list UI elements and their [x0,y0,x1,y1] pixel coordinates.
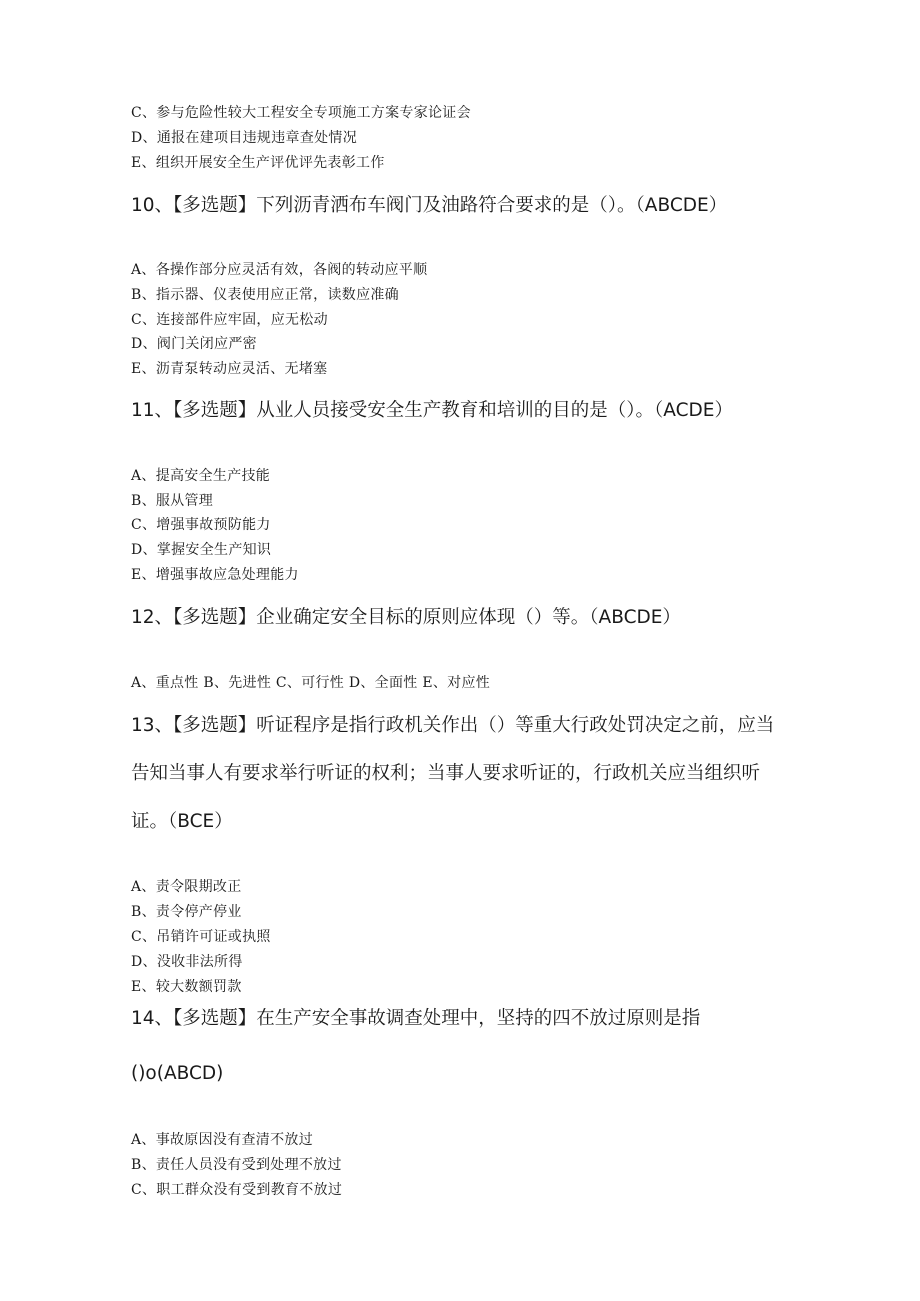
option-line: A、提高安全生产技能 [131,468,271,484]
option-line: B、责令停产停业 [131,904,242,920]
option-line: E、沥青泵转动应灵活、无堵塞 [131,361,328,377]
question-title-continued: ()o(ABCD) [131,1063,224,1084]
question-title: 13、【多选题】听证程序是指行政机关作出（）等重大行政处罚决定之前，应当 [131,715,775,736]
option-line: A、责令限期改正 [131,879,242,895]
question-title: 14、【多选题】在生产安全事故调查处理中，坚持的四不放过原则是指 [131,1008,701,1029]
option-line: D、通报在建项目违规违章查处情况 [131,130,358,146]
option-line: C、吊销许可证或执照 [131,929,271,945]
question-title: 10、【多选题】下列沥青洒布车阀门及油路符合要求的是（）。（ABCDE） [131,195,728,216]
option-line: B、指示器、仪表使用应正常，读数应准确 [131,287,399,303]
option-line: E、组织开展安全生产评优评先表彰工作 [131,155,385,171]
option-line: A、重点性 B、先进性 C、可行性 D、全面性 E、对应性 [131,675,491,691]
option-line: A、各操作部分应灵活有效，各阀的转动应平顺 [131,262,428,278]
question-title: 11、【多选题】从业人员接受安全生产教育和培训的目的是（）。（ACDE） [131,400,733,421]
question-title-continued: 告知当事人有要求举行听证的权利；当事人要求听证的，行政机关应当组织听 [131,763,761,784]
option-line: D、没收非法所得 [131,954,243,970]
option-line: E、较大数额罚款 [131,979,242,995]
option-line: D、阀门关闭应严密 [131,336,257,352]
option-line: B、服从管理 [131,493,214,509]
option-line: A、事故原因没有查清不放过 [131,1132,314,1148]
option-line: B、责任人员没有受到处理不放过 [131,1157,342,1173]
option-line: C、职工群众没有受到教育不放过 [131,1182,343,1198]
question-title-continued: 证。（BCE） [131,811,233,832]
option-line: C、增强事故预防能力 [131,517,271,533]
option-line: D、掌握安全生产知识 [131,542,272,558]
question-title: 12、【多选题】企业确定安全目标的原则应体现（）等。（ABCDE） [131,607,681,628]
option-line: C、参与危险性较大工程安全专项施工方案专家论证会 [131,105,471,121]
option-line: E、增强事故应急处理能力 [131,567,299,583]
option-line: C、连接部件应牢固，应无松动 [131,312,328,328]
